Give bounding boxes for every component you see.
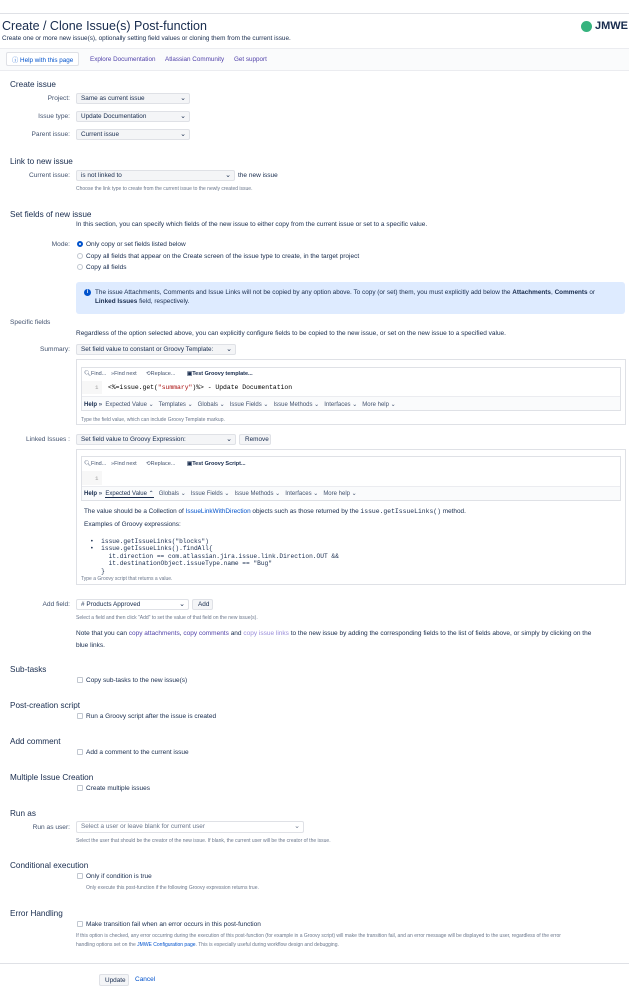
example-list bbox=[90, 530, 339, 575]
issue-type-select[interactable] bbox=[76, 111, 190, 122]
replace-button[interactable]: ⟲Replace... bbox=[146, 461, 176, 467]
chevron-down-icon: ⌄ bbox=[226, 436, 232, 443]
test-icon: ▣ bbox=[187, 371, 193, 377]
linked-help-tabs: Help » Expected Value ⌃ Globals ⌄ Issue Fields ⌄ Issue Methods ⌄ Interfaces ⌄ More help ⌄ bbox=[84, 491, 357, 497]
test-template-button[interactable]: ▣Test Groovy template... bbox=[187, 371, 253, 377]
link-suffix: the new issue bbox=[238, 172, 278, 179]
chevron-down-icon: ⌄ bbox=[180, 113, 186, 120]
tab-globals[interactable]: Globals ⌄ bbox=[197, 402, 225, 408]
copy-subtasks-label: Copy sub-tasks to the new issue(s) bbox=[86, 677, 188, 684]
link-type-select[interactable] bbox=[76, 170, 235, 181]
find-next-button[interactable]: »Find next bbox=[111, 371, 137, 377]
issuelinkwithdirection-link[interactable]: IssueLinkWithDirection bbox=[185, 508, 251, 515]
copy-subtasks-checkbox[interactable] bbox=[77, 677, 83, 683]
find-next-button[interactable]: »Find next bbox=[111, 461, 137, 467]
multiple-issues-checkbox[interactable] bbox=[77, 785, 83, 791]
parent-issue-label: Parent issue: bbox=[31, 131, 70, 138]
add-field-button[interactable]: Add bbox=[192, 599, 213, 610]
support-link[interactable]: Get support bbox=[234, 56, 267, 63]
add-field-select[interactable] bbox=[76, 599, 189, 610]
linked-line-number: 1 bbox=[95, 475, 99, 482]
mode-option-listed: Only copy or set fields listed below bbox=[86, 241, 186, 248]
double-chevron-icon: » bbox=[111, 371, 115, 377]
question-icon: ⓘ bbox=[12, 57, 19, 64]
page-title: Create / Clone Issue(s) Post-function bbox=[2, 19, 207, 33]
test-script-button[interactable]: ▣Test Groovy Script... bbox=[187, 461, 246, 467]
summary-gutter bbox=[82, 381, 102, 394]
summary-help-tabs: Help » Expected Value ⌄ Templates ⌄ Globals ⌄ Issue Fields ⌄ Issue Methods ⌄ Interfaces ⌄ More help ⌄ bbox=[84, 402, 396, 408]
examples-heading: Examples of Groovy expressions: bbox=[84, 521, 181, 528]
community-link[interactable]: Atlassian Community bbox=[165, 56, 225, 63]
project-label: Project: bbox=[47, 95, 70, 102]
chevron-down-icon: ⌄ bbox=[179, 601, 185, 608]
replace-icon: ⟲ bbox=[146, 461, 151, 467]
replace-icon: ⟲ bbox=[146, 371, 151, 377]
example-item: • issue.getIssueLinks().findAll{ bbox=[90, 545, 213, 552]
post-script-heading: Post-creation script bbox=[10, 701, 81, 710]
search-icon: 🔍︎ bbox=[84, 461, 91, 467]
add-field-help: Select a field and then click "Add" to set the value of that field on the new issue(s). bbox=[76, 615, 258, 621]
tab-interfaces[interactable]: Interfaces ⌄ bbox=[324, 402, 358, 408]
run-as-help: Select the user that should be the creator of the new issue. If blank, the current user will be the creator of the issue. bbox=[76, 838, 331, 844]
mode-option-create-screen: Copy all fields that appear on the Create screen of the issue type to create, in the target project bbox=[86, 253, 360, 260]
tab-expected-value[interactable]: Expected Value ⌄ bbox=[105, 402, 154, 408]
replace-button[interactable]: ⟲Replace... bbox=[146, 371, 176, 377]
summary-label: Summary: bbox=[39, 346, 70, 353]
error-handling-heading: Error Handling bbox=[10, 909, 63, 918]
info-icon: i bbox=[84, 289, 91, 296]
add-field-value: # Products Approved bbox=[81, 601, 141, 608]
add-comment-label: Add a comment to the current issue bbox=[86, 749, 189, 756]
post-script-checkbox[interactable] bbox=[77, 713, 83, 719]
run-as-placeholder: Select a user or leave blank for current user bbox=[81, 823, 205, 830]
chevron-down-icon: ⌄ bbox=[226, 346, 232, 353]
summary-mode-select[interactable] bbox=[76, 344, 236, 355]
top-divider bbox=[0, 13, 629, 14]
remove-button[interactable]: Remove bbox=[239, 434, 271, 445]
link-help: Choose the link type to create from the current issue to the newly created issue. bbox=[76, 186, 253, 192]
issue-type-label: Issue type: bbox=[38, 113, 70, 120]
link-heading: Link to new issue bbox=[10, 157, 73, 166]
conditional-heading: Conditional execution bbox=[10, 861, 89, 870]
error-help-line2: handling options set on the JMWE Configuration page. This is especially useful during workflow design and debugging. bbox=[76, 942, 339, 948]
run-as-label: Run as user: bbox=[32, 824, 70, 831]
jmwe-config-link[interactable]: JMWE Configuration page bbox=[137, 942, 196, 948]
info-comma: , bbox=[551, 289, 553, 296]
help-page-label: Help with this page bbox=[20, 57, 74, 64]
info-text-a: The issue Attachments, Comments and Issue Links will not be copied by any option above. To copy (or set) them, you must explicitly add below the bbox=[95, 289, 511, 296]
mode-radio-all[interactable] bbox=[77, 264, 83, 270]
update-button[interactable]: Update bbox=[99, 974, 129, 986]
find-button[interactable]: 🔍︎Find... bbox=[84, 371, 107, 377]
help-tab[interactable]: Help bbox=[84, 491, 98, 497]
logo-text: JMWE bbox=[595, 20, 628, 32]
tab-globals[interactable]: Globals ⌄ bbox=[158, 491, 186, 497]
expected-value-description: The value should be a Collection of IssueLinkWithDirection objects such as those returned by the issue.getIssueLinks() method. bbox=[84, 508, 466, 515]
docs-link[interactable]: Explore Documentation bbox=[90, 56, 156, 63]
add-comment-checkbox[interactable] bbox=[77, 749, 83, 755]
add-field-label: Add field: bbox=[42, 601, 70, 608]
error-fail-label: Make transition fail when an error occurs in this post-function bbox=[86, 921, 261, 928]
mode-radio-create-screen[interactable] bbox=[77, 253, 83, 259]
run-as-heading: Run as bbox=[10, 809, 36, 818]
error-fail-checkbox[interactable] bbox=[77, 921, 83, 927]
tab-templates[interactable]: Templates ⌄ bbox=[158, 402, 193, 408]
double-chevron-icon: » bbox=[111, 461, 115, 467]
chevron-down-icon: ⌄ bbox=[225, 172, 231, 179]
chevron-down-icon: ⌄ bbox=[180, 95, 186, 102]
summary-mode-value: Set field value to constant or Groovy Template: bbox=[81, 346, 214, 353]
tab-more-help[interactable]: More help ⌄ bbox=[362, 402, 396, 408]
info-text-line2 bbox=[95, 298, 189, 305]
example-line: it.destinationObject.issueType.name == "Bug" bbox=[108, 560, 272, 567]
copy-note-line2: blue links. bbox=[76, 642, 105, 649]
conditional-checkbox[interactable] bbox=[77, 873, 83, 879]
post-script-label: Run a Groovy script after the issue is created bbox=[86, 713, 217, 720]
project-select[interactable] bbox=[76, 93, 190, 104]
info-linked-issues: Linked Issues bbox=[95, 298, 138, 305]
tab-issue-fields[interactable]: Issue Fields ⌄ bbox=[229, 402, 269, 408]
info-or: or bbox=[589, 289, 596, 296]
run-as-user-select[interactable] bbox=[76, 821, 304, 833]
example-item: • issue.getIssueLinks("blocks") bbox=[90, 537, 209, 545]
copy-issue-links-link[interactable]: copy issue links bbox=[243, 630, 289, 637]
info-comments: Comments bbox=[554, 289, 588, 296]
parent-issue-value: Current issue bbox=[81, 131, 120, 138]
help-tab[interactable]: Help bbox=[84, 402, 98, 408]
copy-note: Note that you can copy attachments, copy comments and copy issue links to the new issue by adding the corresponding fields to the list of fields above, or simply by clicking on the bbox=[76, 630, 592, 637]
linked-editor-help: Type a Groovy script that returns a value. bbox=[81, 576, 173, 582]
search-icon: 🔍︎ bbox=[84, 371, 91, 377]
info-attachments: Attachments bbox=[512, 289, 551, 296]
subtasks-heading: Sub-tasks bbox=[10, 665, 47, 674]
issue-type-value: Update Documentation bbox=[81, 113, 147, 120]
page-subtitle: Create one or more new issue(s), optionally setting field values or cloning them from the current issue. bbox=[2, 35, 291, 42]
tab-issue-fields[interactable]: Issue Fields ⌄ bbox=[190, 491, 230, 497]
current-issue-label: Current issue: bbox=[28, 172, 70, 179]
linked-issues-label: Linked Issues : bbox=[26, 436, 70, 443]
conditional-label: Only if condition is true bbox=[86, 873, 152, 880]
test-icon: ▣ bbox=[187, 461, 193, 467]
project-value: Same as current issue bbox=[81, 95, 145, 102]
tab-expected-value[interactable]: Expected Value ⌃ bbox=[105, 491, 154, 497]
specific-fields-heading: Specific fields bbox=[10, 319, 51, 326]
link-type-value: is not linked to bbox=[81, 172, 122, 179]
cancel-link[interactable]: Cancel bbox=[135, 976, 156, 983]
summary-editor-help: Type the field value, which can include Groovy Template markup. bbox=[81, 417, 225, 423]
error-help-line1: If this option is checked, any error occurring during the execution of this post-function (for example in a Groovy script) will make the transition fail, and an error message will be displayed to the user, regardless of the error bbox=[76, 933, 561, 939]
add-comment-heading: Add comment bbox=[10, 737, 61, 746]
mode-option-all: Copy all fields bbox=[86, 264, 127, 271]
jmwe-logo bbox=[581, 19, 628, 33]
summary-code: <%=issue.get("summary")%> - Update Documentation bbox=[108, 384, 293, 391]
tab-issue-methods[interactable]: Issue Methods ⌄ bbox=[273, 402, 320, 408]
linked-mode-select[interactable] bbox=[76, 434, 236, 445]
linked-gutter bbox=[82, 471, 102, 485]
create-issue-heading: Create issue bbox=[10, 80, 56, 89]
footer-divider bbox=[0, 963, 629, 964]
conditional-help: Only execute this post-function if the following Groovy expression returns true. bbox=[86, 885, 259, 891]
example-line: it.direction == com.atlassian.jira.issue.link.Direction.OUT && bbox=[108, 552, 339, 560]
copy-comments-link[interactable]: copy comments bbox=[183, 630, 229, 637]
mode-radio-listed[interactable] bbox=[77, 241, 83, 247]
mode-label: Mode: bbox=[51, 241, 70, 248]
multiple-creation-heading: Multiple Issue Creation bbox=[10, 773, 94, 782]
help-page-button[interactable] bbox=[6, 52, 79, 66]
set-fields-heading: Set fields of new issue bbox=[10, 210, 92, 219]
tab-interfaces[interactable]: Interfaces ⌄ bbox=[285, 491, 319, 497]
linked-mode-value: Set field value to Groovy Expression: bbox=[81, 436, 186, 443]
specific-fields-intro: Regardless of the option selected above, you can explicitly configure fields to be copied to the new issue, or set on the new issue to a specified value. bbox=[76, 330, 506, 337]
copy-attachments-link[interactable]: copy attachments bbox=[128, 630, 180, 637]
tab-issue-methods[interactable]: Issue Methods ⌄ bbox=[234, 491, 281, 497]
logo-icon bbox=[581, 21, 592, 32]
example-line: } bbox=[101, 567, 105, 575]
parent-issue-select[interactable] bbox=[76, 129, 190, 140]
tab-more-help[interactable]: More help ⌄ bbox=[323, 491, 357, 497]
chevron-down-icon: ⌄ bbox=[294, 823, 300, 830]
summary-line-number: 1 bbox=[95, 384, 99, 391]
find-button[interactable]: 🔍︎Find... bbox=[84, 461, 107, 467]
multiple-issues-label: Create multiple issues bbox=[86, 785, 150, 792]
info-text-line1 bbox=[95, 289, 595, 296]
set-fields-intro: In this section, you can specify which fields of the new issue to either copy from the current issue or set to a specific value. bbox=[76, 221, 428, 228]
chevron-down-icon: ⌄ bbox=[180, 131, 186, 138]
info-text-b: field, respectively. bbox=[139, 298, 190, 305]
